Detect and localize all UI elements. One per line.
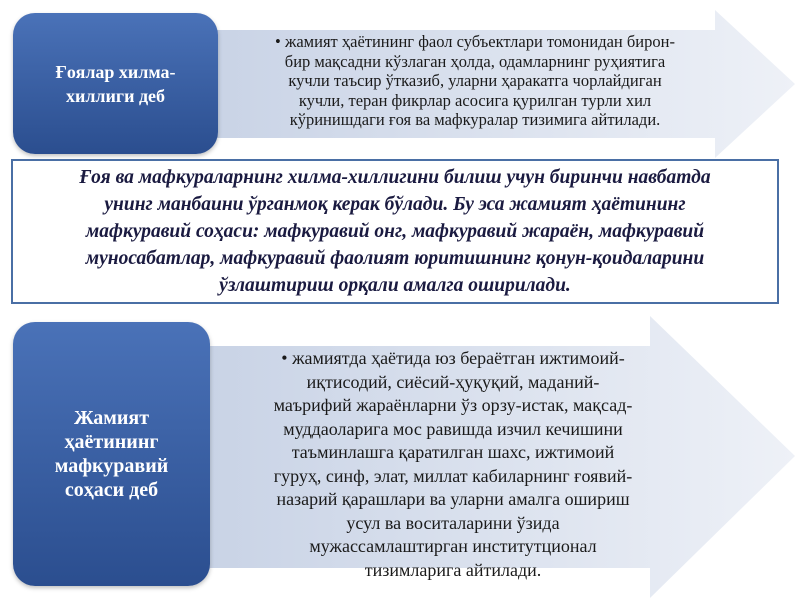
text-line: муносабатлар, мафкуравий фаолият юритишнинг қонун-қоидаларини xyxy=(85,248,705,269)
badge-ideological-sphere-label: Жамият ҳаётининг мафкуравий соҳаси деб xyxy=(54,407,169,501)
text-line: кучли, теран фикрлар асосига қурилган турли хил xyxy=(298,90,652,110)
text-line: мафкуравий соҳаси: мафкуравий онг, мафкуравий жараён, мафкуравий xyxy=(85,221,705,242)
central-definition-text xyxy=(79,164,710,299)
text-line: маърифий жараёнларни ўз орзу-истак, мақсад- xyxy=(273,395,633,415)
text-line: тизимларига айтилади. xyxy=(364,559,542,580)
text-line: бир мақсадни кўзлаган ҳолда, одамларнинг руҳиятига xyxy=(284,51,666,71)
ideas-diversity-definition xyxy=(225,32,725,130)
text-line: муддаоларига мос равишда изчил кечишини xyxy=(283,418,623,439)
text-line: • жамиятда ҳаётида юз бераётган ижтимоий- xyxy=(281,348,625,368)
text-line: унинг манбаини ўрганмоқ керак бўлади. Бу эса жамият ҳаётининг xyxy=(104,194,686,215)
text-line: ўзлаштириш орқали амалга оширилади. xyxy=(219,275,571,296)
text-line: Ғоя ва мафкураларнинг хилма-хиллигини билиш учун биринчи навбатда xyxy=(79,167,711,188)
text-line: назарий қарашлари ва уларни амалга ошириш xyxy=(276,489,630,509)
text-line: кўринишдаги ғоя ва мафкуралар тизимига айтилади. xyxy=(289,110,661,129)
central-definition-box xyxy=(11,159,779,304)
text-line: кучли таъсир ўтказиб, уларни ҳаракатга чорлайдиган xyxy=(288,71,662,90)
text-line: гуруҳ, синф, элат, миллат кабиларнинг ғоявий- xyxy=(273,465,633,486)
text-line: иқтисодий, сиёсий-ҳуқуқий, маданий- xyxy=(306,371,600,392)
ideological-sphere-definition xyxy=(218,347,688,582)
badge-ideological-sphere xyxy=(13,322,210,586)
badge-ideas-diversity-label: Ғоялар хилма- хиллиги деб xyxy=(55,61,176,106)
text-line: таъминлашга қаратилган шахс, ижтимоий xyxy=(291,442,615,462)
badge-ideas-diversity xyxy=(13,13,218,154)
text-line: усул ва воситаларини ўзида xyxy=(346,512,560,533)
text-line: мужассамлаштирган институтционал xyxy=(309,536,597,556)
text-line: • жамият ҳаётининг фаол субъектлари томонидан бирон- xyxy=(275,32,675,51)
